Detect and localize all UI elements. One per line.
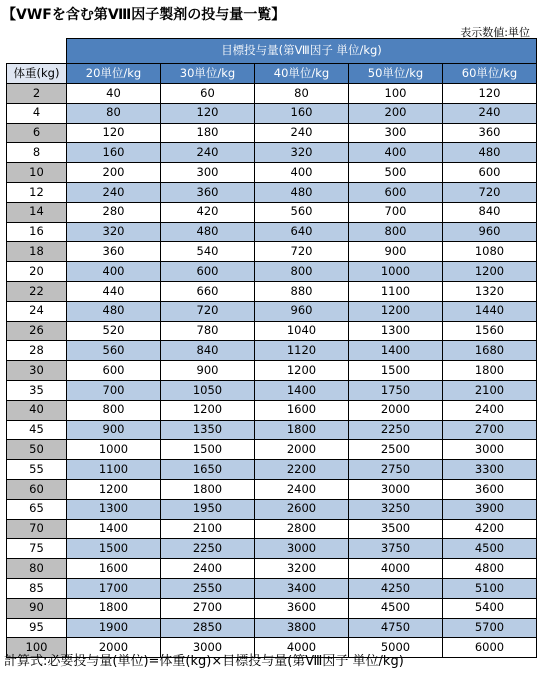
weight-cell: 45 <box>7 420 67 440</box>
dose-cell: 3300 <box>443 460 537 480</box>
dose-cell: 660 <box>161 281 255 301</box>
dose-cell: 1500 <box>67 539 161 559</box>
dose-cell: 900 <box>67 420 161 440</box>
table-row <box>7 103 537 123</box>
dose-cell: 1350 <box>161 420 255 440</box>
dose-cell: 2800 <box>255 519 349 539</box>
dose-cell: 700 <box>349 202 443 222</box>
dose-cell: 1400 <box>349 341 443 361</box>
dose-cell: 2000 <box>349 400 443 420</box>
dose-cell: 2850 <box>161 618 255 638</box>
table-row <box>7 163 537 183</box>
dose-cell: 1200 <box>443 262 537 282</box>
dose-cell: 1200 <box>67 479 161 499</box>
dose-cell: 1400 <box>67 519 161 539</box>
dose-cell: 720 <box>161 301 255 321</box>
dose-cell: 1600 <box>255 400 349 420</box>
dose-cell: 1050 <box>161 380 255 400</box>
dose-cell: 480 <box>443 143 537 163</box>
weight-cell: 70 <box>7 519 67 539</box>
dose-cell: 1000 <box>67 440 161 460</box>
weight-cell: 20 <box>7 262 67 282</box>
dose-cell: 2550 <box>161 578 255 598</box>
dose-cell: 600 <box>349 182 443 202</box>
dose-cell: 80 <box>255 84 349 104</box>
dose-cell: 4500 <box>349 598 443 618</box>
dose-cell: 1800 <box>255 420 349 440</box>
dose-cell: 400 <box>349 143 443 163</box>
table-row <box>7 123 537 143</box>
dose-column-header: 50単位/kg <box>349 64 443 84</box>
dose-cell: 1750 <box>349 380 443 400</box>
dose-cell: 560 <box>255 202 349 222</box>
dose-cell: 3500 <box>349 519 443 539</box>
dose-cell: 180 <box>161 123 255 143</box>
dose-cell: 900 <box>161 361 255 381</box>
weight-cell: 14 <box>7 202 67 222</box>
dose-cell: 3600 <box>443 479 537 499</box>
dose-cell: 320 <box>67 222 161 242</box>
dose-cell: 5000 <box>349 638 443 658</box>
dose-cell: 100 <box>349 84 443 104</box>
table-row <box>7 539 537 559</box>
dose-cell: 1120 <box>255 341 349 361</box>
dose-cell: 6000 <box>443 638 537 658</box>
weight-cell: 30 <box>7 361 67 381</box>
dose-cell: 360 <box>443 123 537 143</box>
dose-cell: 480 <box>255 182 349 202</box>
dose-cell: 3400 <box>255 578 349 598</box>
table-row <box>7 222 537 242</box>
dose-cell: 1680 <box>443 341 537 361</box>
table-row <box>7 202 537 222</box>
dose-cell: 780 <box>161 321 255 341</box>
dose-cell: 200 <box>349 103 443 123</box>
dose-cell: 1200 <box>161 400 255 420</box>
dose-cell: 4250 <box>349 578 443 598</box>
dose-cell: 1200 <box>255 361 349 381</box>
dose-cell: 5400 <box>443 598 537 618</box>
dose-cell: 1100 <box>349 281 443 301</box>
dose-cell: 360 <box>161 182 255 202</box>
weight-cell: 75 <box>7 539 67 559</box>
dose-cell: 600 <box>67 361 161 381</box>
dose-cell: 2250 <box>349 420 443 440</box>
dose-cell: 40 <box>67 84 161 104</box>
dose-cell: 4750 <box>349 618 443 638</box>
dose-cell: 3250 <box>349 499 443 519</box>
table-row <box>7 242 537 262</box>
dose-cell: 2600 <box>255 499 349 519</box>
weight-cell: 26 <box>7 321 67 341</box>
dose-cell: 4000 <box>255 638 349 658</box>
dose-cell: 3900 <box>443 499 537 519</box>
dose-cell: 240 <box>255 123 349 143</box>
dose-cell: 280 <box>67 202 161 222</box>
dose-cell: 1300 <box>67 499 161 519</box>
dose-cell: 3000 <box>161 638 255 658</box>
dose-cell: 500 <box>349 163 443 183</box>
dose-cell: 4200 <box>443 519 537 539</box>
dose-cell: 2700 <box>443 420 537 440</box>
table-body <box>7 84 537 658</box>
dose-cell: 2750 <box>349 460 443 480</box>
weight-cell: 6 <box>7 123 67 143</box>
dose-cell: 880 <box>255 281 349 301</box>
weight-cell: 8 <box>7 143 67 163</box>
weight-cell: 12 <box>7 182 67 202</box>
dose-cell: 1500 <box>349 361 443 381</box>
dose-cell: 1500 <box>161 440 255 460</box>
weight-cell: 90 <box>7 598 67 618</box>
table-row <box>7 578 537 598</box>
dose-cell: 480 <box>161 222 255 242</box>
weight-cell: 100 <box>7 638 67 658</box>
weight-cell: 16 <box>7 222 67 242</box>
dose-cell: 420 <box>161 202 255 222</box>
weight-cell: 35 <box>7 380 67 400</box>
dose-cell: 1320 <box>443 281 537 301</box>
dose-cell: 2400 <box>443 400 537 420</box>
dose-cell: 1080 <box>443 242 537 262</box>
weight-cell: 4 <box>7 103 67 123</box>
dose-cell: 200 <box>67 163 161 183</box>
weight-cell: 95 <box>7 618 67 638</box>
dose-cell: 2000 <box>67 638 161 658</box>
dose-cell: 1600 <box>67 559 161 579</box>
dose-cell: 800 <box>349 222 443 242</box>
dose-cell: 700 <box>67 380 161 400</box>
dose-cell: 3800 <box>255 618 349 638</box>
dose-cell: 5100 <box>443 578 537 598</box>
dose-cell: 1800 <box>67 598 161 618</box>
table-row <box>7 301 537 321</box>
table-row <box>7 361 537 381</box>
weight-cell: 50 <box>7 440 67 460</box>
dose-cell: 1040 <box>255 321 349 341</box>
table-row <box>7 341 537 361</box>
dose-cell: 800 <box>255 262 349 282</box>
dose-column-header: 60単位/kg <box>443 64 537 84</box>
dose-cell: 960 <box>255 301 349 321</box>
page-title: 【VWFを含む第Ⅷ因子製剤の投与量一覧】 <box>2 7 286 23</box>
dose-cell: 440 <box>67 281 161 301</box>
dose-cell: 120 <box>67 123 161 143</box>
table-row <box>7 559 537 579</box>
weight-cell: 28 <box>7 341 67 361</box>
weight-cell: 18 <box>7 242 67 262</box>
dose-cell: 2250 <box>161 539 255 559</box>
dose-cell: 840 <box>161 341 255 361</box>
table-row <box>7 598 537 618</box>
table-row <box>7 262 537 282</box>
dose-cell: 1440 <box>443 301 537 321</box>
dose-cell: 400 <box>255 163 349 183</box>
dose-cell: 300 <box>161 163 255 183</box>
weight-cell: 40 <box>7 400 67 420</box>
dose-cell: 1000 <box>349 262 443 282</box>
dose-cell: 120 <box>443 84 537 104</box>
table-corner <box>7 39 67 64</box>
table-row <box>7 479 537 499</box>
dose-cell: 1700 <box>67 578 161 598</box>
dose-cell: 240 <box>161 143 255 163</box>
dose-cell: 5700 <box>443 618 537 638</box>
table-row <box>7 499 537 519</box>
dose-cell: 320 <box>255 143 349 163</box>
dose-cell: 900 <box>349 242 443 262</box>
dose-cell: 1400 <box>255 380 349 400</box>
dose-cell: 720 <box>443 182 537 202</box>
dose-cell: 3000 <box>443 440 537 460</box>
unit-note: 表示数値:単位 <box>460 26 530 39</box>
dose-cell: 3750 <box>349 539 443 559</box>
dose-cell: 1800 <box>161 479 255 499</box>
dose-cell: 360 <box>67 242 161 262</box>
dose-cell: 3200 <box>255 559 349 579</box>
dose-cell: 3000 <box>255 539 349 559</box>
weight-cell: 2 <box>7 84 67 104</box>
dose-cell: 600 <box>161 262 255 282</box>
weight-cell: 85 <box>7 578 67 598</box>
dose-cell: 3600 <box>255 598 349 618</box>
dose-cell: 560 <box>67 341 161 361</box>
dose-cell: 800 <box>67 400 161 420</box>
weight-cell: 24 <box>7 301 67 321</box>
dose-cell: 240 <box>443 103 537 123</box>
table-row <box>7 400 537 420</box>
dose-cell: 2200 <box>255 460 349 480</box>
weight-cell: 80 <box>7 559 67 579</box>
weight-cell: 22 <box>7 281 67 301</box>
dose-cell: 160 <box>67 143 161 163</box>
dose-cell: 4000 <box>349 559 443 579</box>
dose-cell: 4800 <box>443 559 537 579</box>
table-row <box>7 460 537 480</box>
dose-cell: 540 <box>161 242 255 262</box>
dose-cell: 960 <box>443 222 537 242</box>
dose-cell: 1950 <box>161 499 255 519</box>
dose-cell: 2400 <box>255 479 349 499</box>
weight-cell: 60 <box>7 479 67 499</box>
dose-cell: 640 <box>255 222 349 242</box>
dose-cell: 2000 <box>255 440 349 460</box>
table-row <box>7 143 537 163</box>
weight-cell: 55 <box>7 460 67 480</box>
dose-cell: 1560 <box>443 321 537 341</box>
dose-cell: 60 <box>161 84 255 104</box>
weight-cell: 10 <box>7 163 67 183</box>
weight-cell: 65 <box>7 499 67 519</box>
dose-cell: 2100 <box>161 519 255 539</box>
dose-column-header: 30単位/kg <box>161 64 255 84</box>
target-dose-header: 目標投与量(第Ⅷ因子 単位/kg) <box>67 39 537 64</box>
table-row <box>7 618 537 638</box>
dose-cell: 1800 <box>443 361 537 381</box>
dosage-table <box>6 38 537 658</box>
dose-cell: 1100 <box>67 460 161 480</box>
dose-cell: 80 <box>67 103 161 123</box>
dose-cell: 720 <box>255 242 349 262</box>
dose-cell: 2700 <box>161 598 255 618</box>
dose-cell: 3000 <box>349 479 443 499</box>
table-row <box>7 321 537 341</box>
table-row <box>7 380 537 400</box>
dose-column-header: 40単位/kg <box>255 64 349 84</box>
dose-cell: 480 <box>67 301 161 321</box>
dose-cell: 2400 <box>161 559 255 579</box>
dose-cell: 840 <box>443 202 537 222</box>
dose-cell: 400 <box>67 262 161 282</box>
formula-note: 計算式:必要投与量(単位)=体重(kg)×目標投与量(第Ⅷ因子 単位/kg) <box>4 654 404 669</box>
dose-column-header: 20単位/kg <box>67 64 161 84</box>
weight-column-header: 体重(kg) <box>7 64 67 84</box>
table-row <box>7 420 537 440</box>
dose-cell: 1650 <box>161 460 255 480</box>
dose-cell: 600 <box>443 163 537 183</box>
dose-cell: 1200 <box>349 301 443 321</box>
dose-cell: 120 <box>161 103 255 123</box>
dose-cell: 2100 <box>443 380 537 400</box>
table-row <box>7 84 537 104</box>
dose-cell: 1300 <box>349 321 443 341</box>
dose-cell: 160 <box>255 103 349 123</box>
dose-cell: 4500 <box>443 539 537 559</box>
dose-cell: 240 <box>67 182 161 202</box>
dose-cell: 1900 <box>67 618 161 638</box>
dose-cell: 300 <box>349 123 443 143</box>
table-row <box>7 182 537 202</box>
table-row <box>7 440 537 460</box>
dose-cell: 520 <box>67 321 161 341</box>
table-row <box>7 281 537 301</box>
table-row <box>7 519 537 539</box>
dose-cell: 2500 <box>349 440 443 460</box>
